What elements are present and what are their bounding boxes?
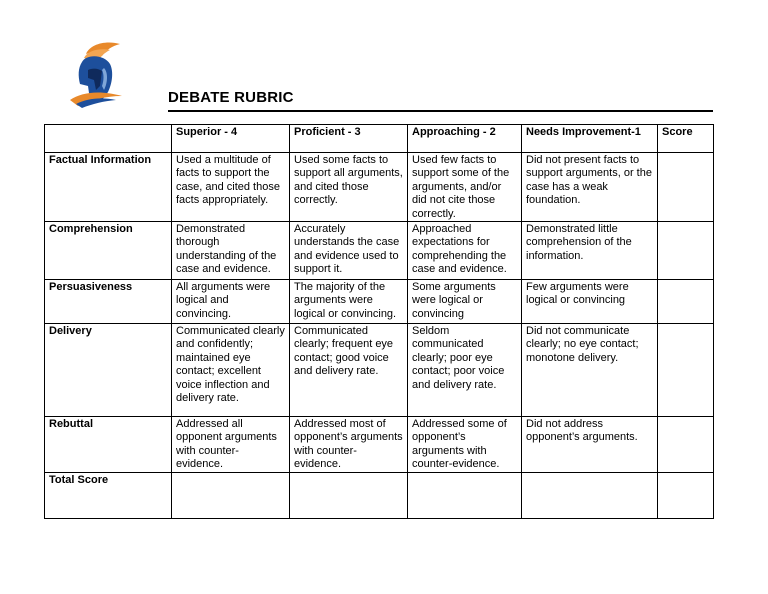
spartan-helmet-icon — [66, 40, 124, 108]
table-cell — [522, 472, 658, 518]
total-score-row — [45, 472, 714, 518]
title-underline — [168, 110, 713, 112]
table-cell: All arguments were logical and convincing. — [172, 280, 290, 324]
score-cell — [658, 472, 714, 518]
table-cell: Used some facts to support all arguments, and cited those correctly. — [290, 153, 408, 222]
table-cell — [172, 472, 290, 518]
header-criteria — [45, 125, 172, 153]
score-cell — [658, 324, 714, 417]
table-cell: Communicated clearly and confidently; maintained eye contact; excellent voice inflection and delivery rate. — [172, 324, 290, 417]
table-cell: Seldom communicated clearly; poor eye contact; poor voice and delivery rate. — [408, 324, 522, 417]
table-cell: Did not communicate clearly; no eye contact; monotone delivery. — [522, 324, 658, 417]
header-needs-improvement: Needs Improvement-1 — [522, 125, 658, 153]
table-cell: Addressed all opponent arguments with counter-evidence. — [172, 417, 290, 473]
row-label: Persuasiveness — [45, 280, 172, 324]
row-label: Factual Information — [45, 153, 172, 222]
score-cell — [658, 222, 714, 280]
table-cell: Did not address opponent’s arguments. — [522, 417, 658, 473]
row-label: Comprehension — [45, 222, 172, 280]
header-superior: Superior - 4 — [172, 125, 290, 153]
table-cell: Did not present facts to support arguments, or the case has a weak foundation. — [522, 153, 658, 222]
table-cell — [290, 472, 408, 518]
page-title: DEBATE RUBRIC — [168, 89, 294, 106]
table-cell: Addressed some of opponent’s arguments with counter-evidence. — [408, 417, 522, 473]
table-row — [45, 417, 714, 473]
table-cell: Addressed most of opponent’s arguments with counter-evidence. — [290, 417, 408, 473]
row-label: Total Score — [45, 472, 172, 518]
table-row — [45, 222, 714, 280]
table-cell — [408, 472, 522, 518]
table-cell: Some arguments were logical or convincing — [408, 280, 522, 324]
rubric-table — [44, 124, 714, 519]
score-cell — [658, 153, 714, 222]
table-cell: Accurately understands the case and evidence used to support it. — [290, 222, 408, 280]
table-row — [45, 280, 714, 324]
table-cell: Demonstrated little comprehension of the information. — [522, 222, 658, 280]
table-cell: Used few facts to support some of the arguments, and/or did not cite those correctly. — [408, 153, 522, 222]
header-proficient: Proficient - 3 — [290, 125, 408, 153]
table-cell: Few arguments were logical or convincing — [522, 280, 658, 324]
table-header-row — [45, 125, 714, 153]
score-cell — [658, 417, 714, 473]
table-row — [45, 324, 714, 417]
header-score: Score — [658, 125, 714, 153]
row-label: Delivery — [45, 324, 172, 417]
table-cell: Approached expectations for comprehending the case and evidence. — [408, 222, 522, 280]
row-label: Rebuttal — [45, 417, 172, 473]
table-cell: Communicated clearly; frequent eye contact; good voice and delivery rate. — [290, 324, 408, 417]
table-cell: Demonstrated thorough understanding of the case and evidence. — [172, 222, 290, 280]
score-cell — [658, 280, 714, 324]
table-cell: The majority of the arguments were logical or convincing. — [290, 280, 408, 324]
header-approaching: Approaching - 2 — [408, 125, 522, 153]
table-cell: Used a multitude of facts to support the case, and cited those facts appropriately. — [172, 153, 290, 222]
table-row — [45, 153, 714, 222]
